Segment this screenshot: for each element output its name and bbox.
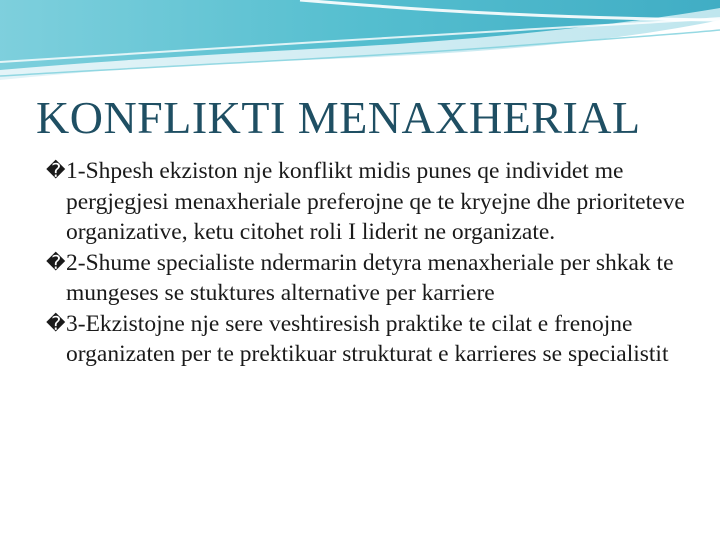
bullet-list (46, 156, 696, 370)
decorative-wave-banner (0, 0, 720, 90)
bullet-icon: � (46, 312, 66, 335)
bullet-item-3 (46, 309, 696, 370)
slide-title: KONFLIKTI MENAXHERIAL (36, 92, 641, 143)
bullet-text: 2-Shume specialiste ndermarin detyra menaxheriale per shkak te mungeses se stuktures alternative per karriere (66, 249, 674, 306)
bullet-item-1 (46, 156, 696, 248)
bullet-icon: � (46, 251, 66, 274)
bullet-text: 1-Shpesh ekziston nje konflikt midis punes qe individet me pergjegjesi menaxheriale preferojne qe te kryejne dhe prioriteteve organizative, ketu citohet roli I liderit ne organizate. (66, 158, 685, 245)
bullet-icon: � (46, 160, 66, 182)
bullet-item-2 (46, 248, 696, 309)
bullet-text: 3-Ekzistojne nje sere veshtiresish praktike te cilat e frenojne organizaten per te prektikuar strukturat e karrieres se specialistit (66, 310, 669, 367)
